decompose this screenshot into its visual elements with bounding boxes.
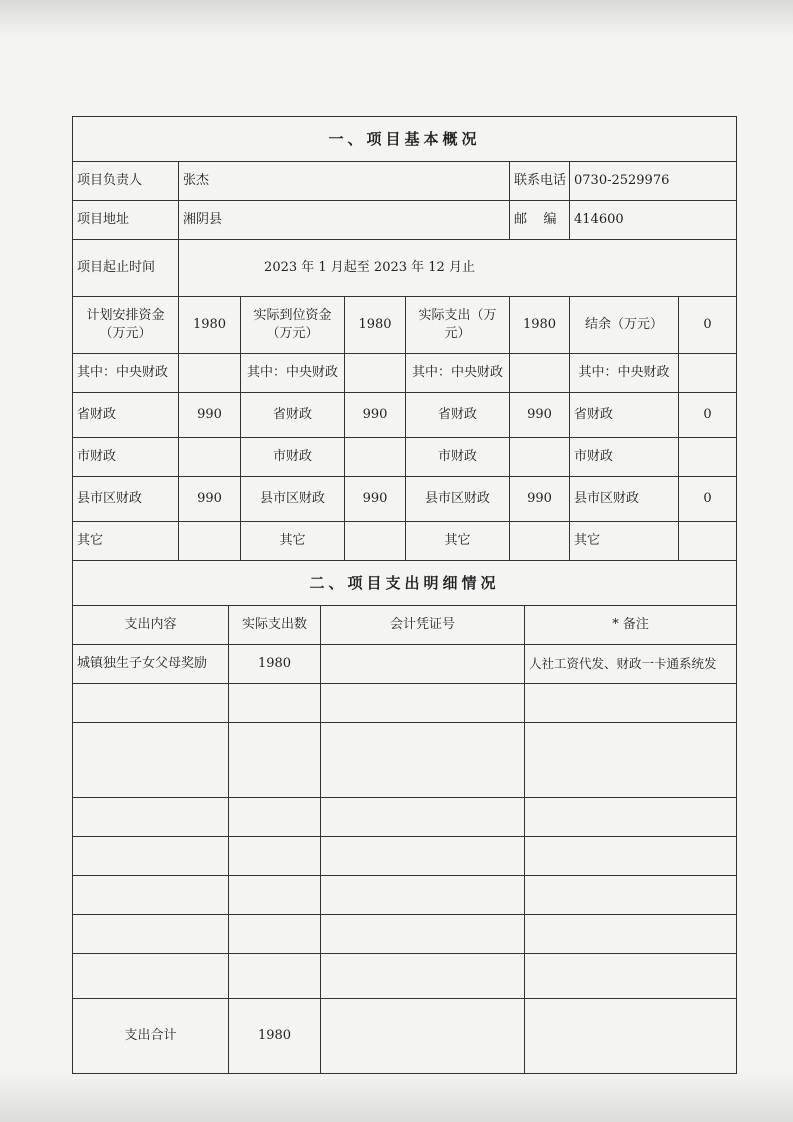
header-note: * 备注 bbox=[525, 606, 737, 645]
fund-row-value bbox=[345, 354, 406, 393]
fund-row-label: 省财政 bbox=[241, 393, 345, 438]
total-label: 支出合计 bbox=[73, 999, 229, 1074]
fund-row-label: 其它 bbox=[73, 522, 179, 561]
row-voucher bbox=[321, 876, 525, 915]
fund-row-label: 县市区财政 bbox=[406, 477, 510, 522]
row-note: 人社工资代发、财政一卡通系统发 bbox=[525, 645, 737, 684]
row-amount bbox=[229, 684, 321, 723]
row-voucher bbox=[321, 645, 525, 684]
row-content bbox=[73, 798, 229, 837]
fund-row-label: 县市区财政 bbox=[241, 477, 345, 522]
header-content: 支出内容 bbox=[73, 606, 229, 645]
fund-row-label: 其它 bbox=[570, 522, 679, 561]
fund-row-value: 990 bbox=[510, 393, 570, 438]
row-voucher bbox=[321, 723, 525, 798]
fund-row-value: 0 bbox=[679, 393, 737, 438]
phone-value: 0730-2529976 bbox=[570, 162, 737, 201]
fund-row-label: 市财政 bbox=[406, 438, 510, 477]
row-amount: 1980 bbox=[229, 645, 321, 684]
row-amount bbox=[229, 915, 321, 954]
address-value: 湘阴县 bbox=[179, 201, 510, 240]
row-content bbox=[73, 684, 229, 723]
fund-row-value: 990 bbox=[510, 477, 570, 522]
fund-row-label: 市财政 bbox=[570, 438, 679, 477]
row-amount bbox=[229, 798, 321, 837]
row-amount bbox=[229, 723, 321, 798]
row-content bbox=[73, 723, 229, 798]
total-voucher bbox=[321, 999, 525, 1074]
fund-row-label: 其它 bbox=[406, 522, 510, 561]
balance-value: 0 bbox=[679, 297, 737, 354]
phone-label: 联系电话 bbox=[510, 162, 570, 201]
period-value: 2023 年 1 月起至 2023 年 12 月止 bbox=[179, 240, 737, 297]
planned-funds-value: 1980 bbox=[179, 297, 241, 354]
fund-row-value bbox=[679, 522, 737, 561]
row-content bbox=[73, 876, 229, 915]
fund-row-label: 省财政 bbox=[73, 393, 179, 438]
fund-row-value bbox=[179, 438, 241, 477]
row-voucher bbox=[321, 915, 525, 954]
fund-row-label: 省财政 bbox=[570, 393, 679, 438]
section-1-title: 一、项目基本概况 bbox=[73, 117, 737, 162]
planned-funds-label: 计划安排资金（万元） bbox=[73, 297, 179, 354]
fund-row-label: 其中：中央财政 bbox=[241, 354, 345, 393]
expenditure-table bbox=[72, 561, 737, 1074]
postcode-value: 414600 bbox=[570, 201, 737, 240]
fund-row-value bbox=[510, 522, 570, 561]
scan-shadow-bottom bbox=[0, 1072, 793, 1122]
fund-row-value bbox=[510, 354, 570, 393]
fund-row-label: 其它 bbox=[241, 522, 345, 561]
row-voucher bbox=[321, 837, 525, 876]
row-note bbox=[525, 837, 737, 876]
row-note bbox=[525, 684, 737, 723]
fund-row-value bbox=[679, 438, 737, 477]
row-voucher bbox=[321, 684, 525, 723]
fund-row-label: 其中：中央财政 bbox=[406, 354, 510, 393]
section-2-title: 二、项目支出明细情况 bbox=[73, 561, 737, 606]
fund-row-label: 市财政 bbox=[241, 438, 345, 477]
row-content bbox=[73, 837, 229, 876]
spent-funds-label: 实际支出（万元） bbox=[406, 297, 510, 354]
leader-value: 张杰 bbox=[179, 162, 510, 201]
row-note bbox=[525, 954, 737, 999]
fund-row-value: 990 bbox=[345, 393, 406, 438]
row-amount bbox=[229, 954, 321, 999]
fund-row-value bbox=[179, 354, 241, 393]
arrived-funds-label: 实际到位资金（万元） bbox=[241, 297, 345, 354]
leader-label: 项目负责人 bbox=[73, 162, 179, 201]
fund-row-value: 990 bbox=[179, 393, 241, 438]
fund-row-label: 市财政 bbox=[73, 438, 179, 477]
row-amount bbox=[229, 876, 321, 915]
row-content: 城镇独生子女父母奖励 bbox=[73, 645, 229, 684]
fund-row-label: 省财政 bbox=[406, 393, 510, 438]
header-voucher: 会计凭证号 bbox=[321, 606, 525, 645]
header-amount: 实际支出数 bbox=[229, 606, 321, 645]
row-voucher bbox=[321, 798, 525, 837]
spent-funds-value: 1980 bbox=[510, 297, 570, 354]
fund-row-value bbox=[179, 522, 241, 561]
row-content bbox=[73, 954, 229, 999]
total-value: 1980 bbox=[229, 999, 321, 1074]
arrived-funds-value: 1980 bbox=[345, 297, 406, 354]
period-label: 项目起止时间 bbox=[73, 240, 179, 297]
postcode-label: 邮 编 bbox=[510, 201, 570, 240]
row-note bbox=[525, 876, 737, 915]
fund-row-label: 其中：中央财政 bbox=[570, 354, 679, 393]
fund-row-value: 990 bbox=[345, 477, 406, 522]
fund-row-label: 其中：中央财政 bbox=[73, 354, 179, 393]
row-amount bbox=[229, 837, 321, 876]
fund-row-label: 县市区财政 bbox=[570, 477, 679, 522]
project-form bbox=[72, 116, 736, 1074]
row-note bbox=[525, 915, 737, 954]
address-label: 项目地址 bbox=[73, 201, 179, 240]
row-voucher bbox=[321, 954, 525, 999]
basic-info-table bbox=[72, 116, 737, 561]
fund-row-value: 990 bbox=[179, 477, 241, 522]
fund-row-value bbox=[679, 354, 737, 393]
fund-row-label: 县市区财政 bbox=[73, 477, 179, 522]
scan-shadow-top bbox=[0, 0, 793, 36]
fund-row-value bbox=[345, 438, 406, 477]
row-content bbox=[73, 915, 229, 954]
total-note bbox=[525, 999, 737, 1074]
row-note bbox=[525, 723, 737, 798]
fund-row-value: 0 bbox=[679, 477, 737, 522]
fund-row-value bbox=[345, 522, 406, 561]
fund-row-value bbox=[510, 438, 570, 477]
balance-label: 结余（万元） bbox=[570, 297, 679, 354]
row-note bbox=[525, 798, 737, 837]
